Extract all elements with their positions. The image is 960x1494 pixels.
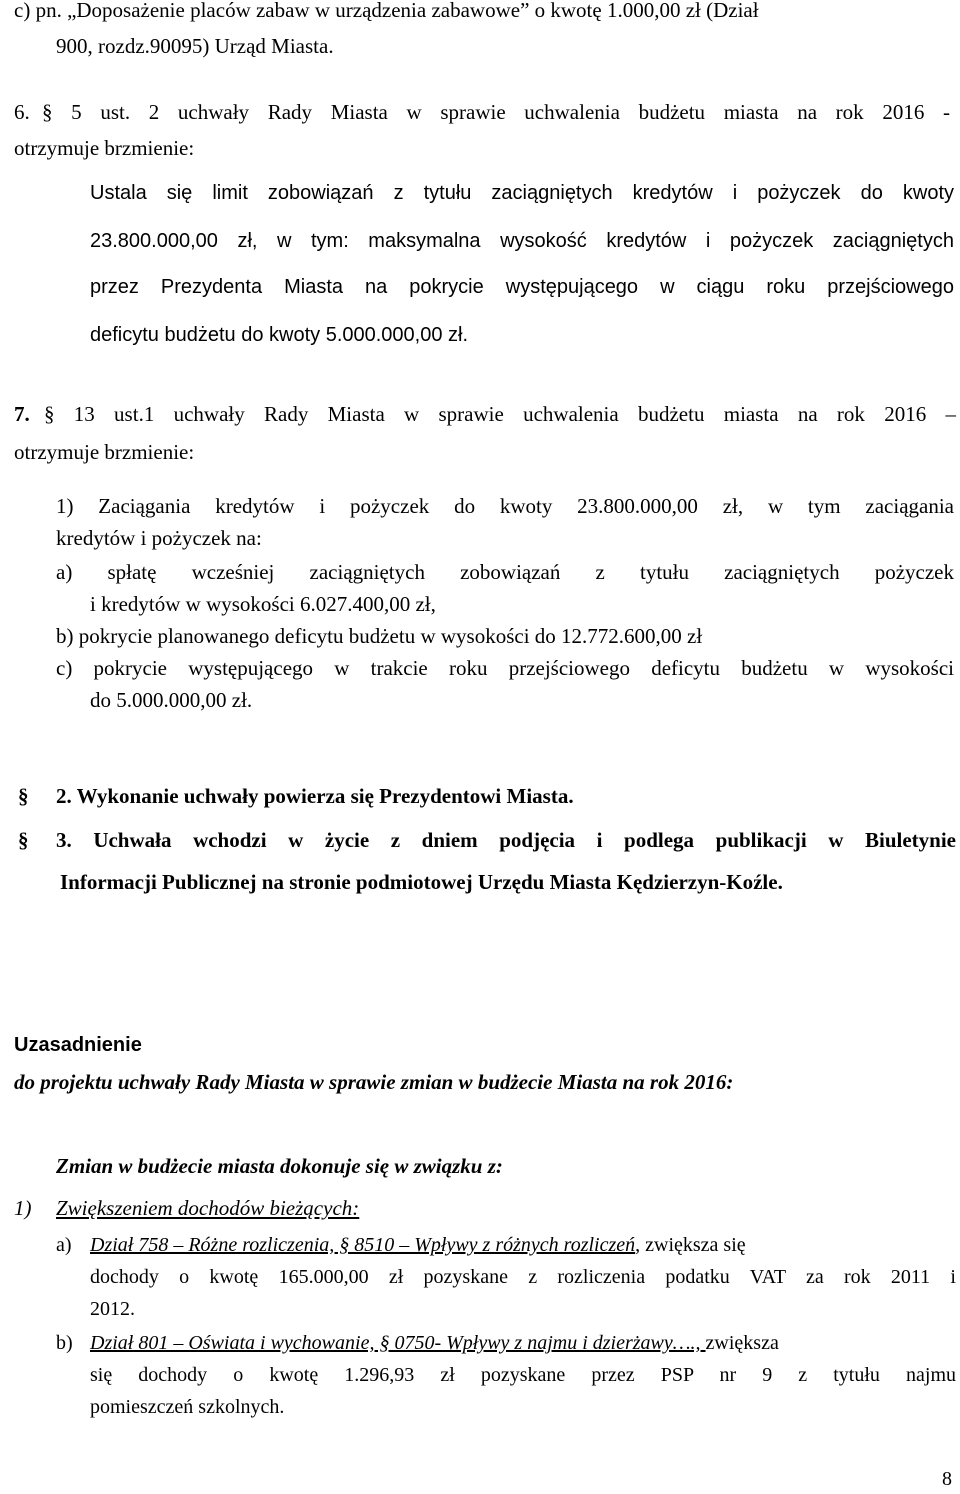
item-c-line2: 900, rozdz.90095) Urząd Miasta. <box>56 34 334 58</box>
a-line3: 2012. <box>90 1298 135 1320</box>
b-rest: zwiększa <box>705 1332 779 1354</box>
para2-symbol: § <box>18 784 29 808</box>
justification-subtitle: do projektu uchwały Rady Miasta w sprawie zmian w budżecie Miasta na rok 2016: <box>14 1070 734 1094</box>
item7-num: 7. <box>14 402 30 426</box>
justification-title: Uzasadnienie <box>14 1034 142 1056</box>
a-reference: Dział 758 – Różne rozliczenia, § 8510 – Wpływy z różnych rozliczeń <box>90 1234 636 1256</box>
item7-c2: do 5.000.000,00 zł. <box>90 688 253 712</box>
item1-text: Zwiększeniem dochodów bieżących: <box>56 1196 360 1220</box>
item7-b1: b) pokrycie planowanego deficytu budżetu w wysokości do 12.772.600,00 zł <box>56 624 703 648</box>
para3-symbol: § <box>18 828 29 852</box>
item6-p1: Ustala się limit zobowiązań z tytułu zaciągniętych kredytów i pożyczek do kwoty <box>90 182 954 204</box>
item7-l2: kredytów i pożyczek na: <box>56 526 262 550</box>
para3-text1: 3. Uchwała wchodzi w życie z dniem podjęcia i podlega publikacji w Biuletynie <box>56 828 956 852</box>
item7-c1: c) pokrycie występującego w trakcie roku przejściowego deficytu budżetu w wysokości <box>56 656 954 680</box>
justification-intro: Zmian w budżecie miasta dokonuje się w związku z: <box>56 1154 503 1178</box>
item6-receives: otrzymuje brzmienie: <box>14 136 195 160</box>
item7-heading: § 13 ust.1 uchwały Rady Miasta w sprawie uchwalenia budżetu miasta na rok 2016 – <box>44 402 956 426</box>
item6-p2: 23.800.000,00 zł, w tym: maksymalna wysokość kredytów i pożyczek zaciągniętych <box>90 230 954 252</box>
b-reference: Dział 801 – Oświata i wychowanie, § 0750- Wpływy z najmu i dzierżawy…., <box>90 1332 706 1354</box>
b-label: b) <box>56 1332 73 1354</box>
item7-a2: i kredytów w wysokości 6.027.400,00 zł, <box>90 592 436 616</box>
item6-num: 6. <box>14 100 30 124</box>
item-c-line1: c) pn. „Doposażenie placów zabaw w urządzenia zabawowe” o kwotę 1.000,00 zł (Dział <box>14 0 759 22</box>
b-line3: pomieszczeń szkolnych. <box>90 1396 285 1418</box>
item7-a1: a) spłatę wcześniej zaciągniętych zobowiązań z tytułu zaciągniętych pożyczek <box>56 560 954 584</box>
item6-heading: § 5 ust. 2 uchwały Rady Miasta w sprawie uchwalenia budżetu miasta na rok 2016 - <box>42 100 950 124</box>
b-line2: się dochody o kwotę 1.296,93 zł pozyskane przez PSP nr 9 z tytułu najmu <box>90 1364 956 1386</box>
page-number: 8 <box>942 1468 952 1490</box>
item6-p3: przez Prezydenta Miasta na pokrycie występującego w ciągu roku przejściowego <box>90 276 954 298</box>
a-line1 <box>90 1234 956 1257</box>
item7-receives: otrzymuje brzmienie: <box>14 440 195 464</box>
item7-l1: 1) Zaciągania kredytów i pożyczek do kwoty 23.800.000,00 zł, w tym zaciągania <box>56 494 954 518</box>
item6-p4: deficytu budżetu do kwoty 5.000.000,00 zł. <box>90 324 469 346</box>
a-label: a) <box>56 1234 72 1256</box>
para3-text2: Informacji Publicznej na stronie podmiotowej Urzędu Miasta Kędzierzyn-Koźle. <box>60 870 783 894</box>
item1-num: 1) <box>14 1196 32 1220</box>
a-rest: , zwiększa się <box>635 1234 746 1256</box>
para2-text: 2. Wykonanie uchwały powierza się Prezydentowi Miasta. <box>56 784 574 808</box>
b-line1 <box>90 1332 956 1355</box>
a-line2: dochody o kwotę 165.000,00 zł pozyskane z rozliczenia podatku VAT za rok 2011 i <box>90 1266 956 1288</box>
